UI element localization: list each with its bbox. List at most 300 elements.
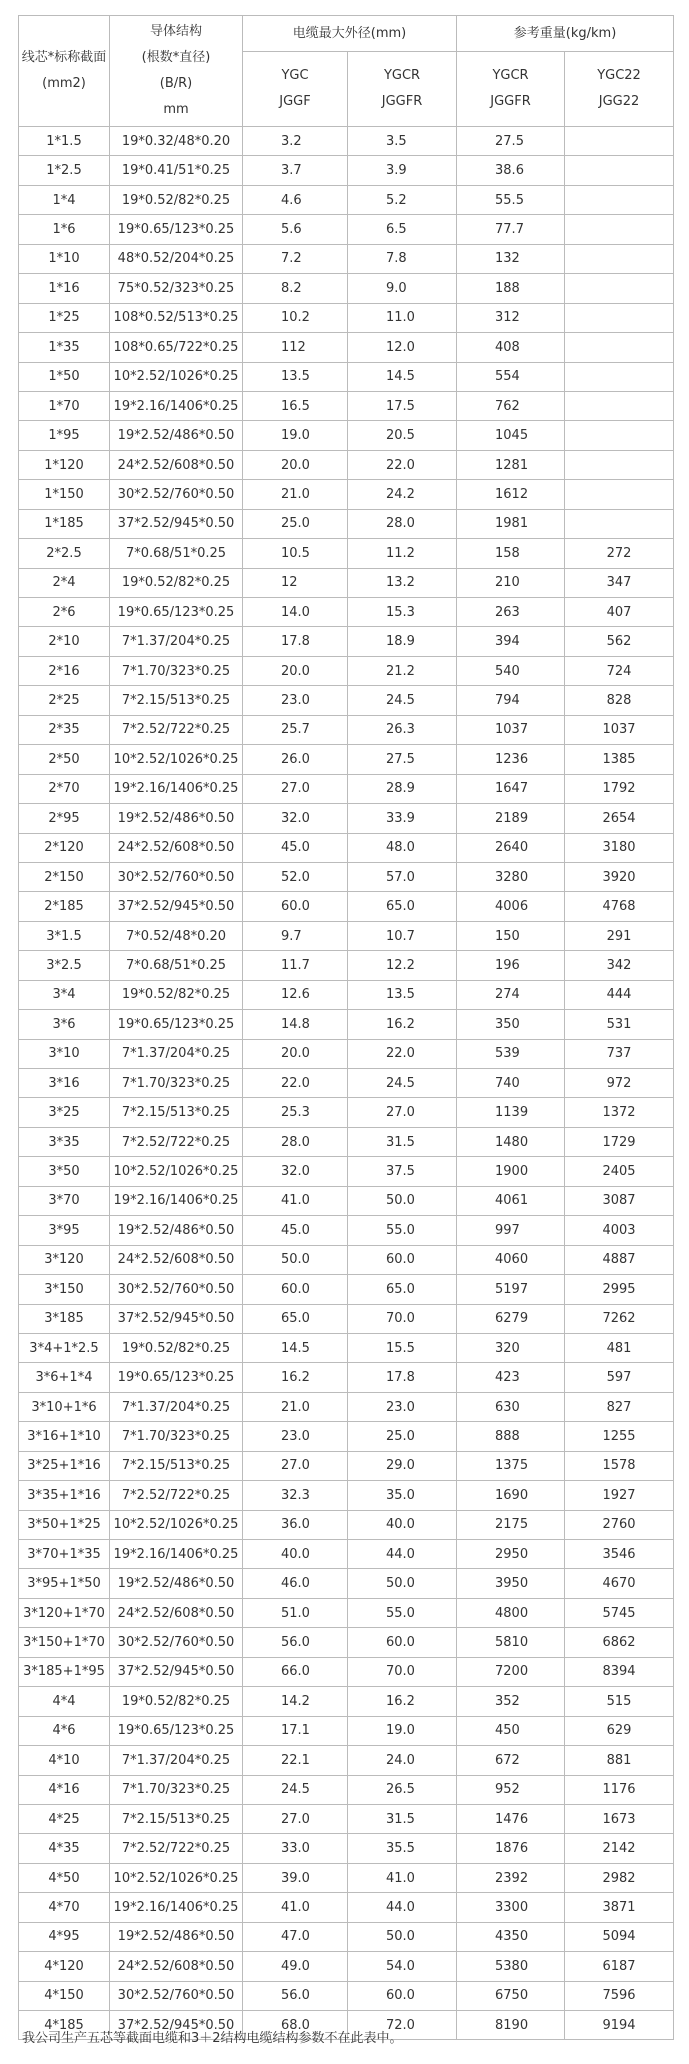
cell-structure: 30*2.52/760*0.50: [110, 1275, 243, 1304]
cell-diameter-ygc: 27.0: [243, 774, 348, 803]
cell-structure: 24*2.52/608*0.50: [110, 450, 243, 479]
cell-diameter-ygc: 56.0: [243, 1628, 348, 1657]
cell-spec: 2*4: [19, 568, 110, 597]
cell-diameter-ygcr: 24.0: [348, 1746, 457, 1775]
cell-weight-ygc22: [565, 185, 674, 214]
cell-spec: 4*25: [19, 1804, 110, 1833]
cell-structure: 24*2.52/608*0.50: [110, 1245, 243, 1274]
cell-structure: 7*2.52/722*0.25: [110, 1481, 243, 1510]
cell-diameter-ygcr: 10.7: [348, 921, 457, 950]
cell-diameter-ygc: 45.0: [243, 1216, 348, 1245]
cell-weight-ygc22: 7262: [565, 1304, 674, 1333]
table-row: [19, 1481, 674, 1510]
cell-weight-ygcr: 1480: [457, 1127, 565, 1156]
cell-structure: 37*2.52/945*0.50: [110, 2011, 243, 2040]
cell-weight-ygcr: 2175: [457, 1510, 565, 1539]
table-row: [19, 627, 674, 656]
cell-structure: 7*1.70/323*0.25: [110, 1069, 243, 1098]
cell-spec: 1*150: [19, 480, 110, 509]
table-row: [19, 715, 674, 744]
cell-diameter-ygc: 39.0: [243, 1863, 348, 1892]
cell-weight-ygc22: 347: [565, 568, 674, 597]
cell-diameter-ygc: 16.2: [243, 1363, 348, 1392]
cell-weight-ygcr: 350: [457, 1010, 565, 1039]
cell-diameter-ygcr: 44.0: [348, 1893, 457, 1922]
cell-weight-ygc22: 562: [565, 627, 674, 656]
table-row: [19, 539, 674, 568]
cell-structure: 7*2.52/722*0.25: [110, 1834, 243, 1863]
cell-diameter-ygc: 23.0: [243, 1422, 348, 1451]
cell-structure: 7*2.15/513*0.25: [110, 686, 243, 715]
cell-diameter-ygcr: 11.0: [348, 303, 457, 332]
cell-spec: 4*70: [19, 1893, 110, 1922]
cell-weight-ygc22: 407: [565, 598, 674, 627]
table-row: [19, 1687, 674, 1716]
cell-diameter-ygcr: 28.9: [348, 774, 457, 803]
cell-diameter-ygcr: 35.5: [348, 1834, 457, 1863]
cell-structure: 19*0.52/82*0.25: [110, 1687, 243, 1716]
cell-weight-ygc22: 4768: [565, 892, 674, 921]
table-row: [19, 656, 674, 685]
cell-diameter-ygcr: 9.0: [348, 274, 457, 303]
cell-diameter-ygcr: 12.2: [348, 951, 457, 980]
cell-weight-ygc22: 1729: [565, 1127, 674, 1156]
cell-diameter-ygc: 10.5: [243, 539, 348, 568]
table-row: [19, 951, 674, 980]
cell-diameter-ygcr: 26.3: [348, 715, 457, 744]
cell-spec: 2*25: [19, 686, 110, 715]
cell-weight-ygc22: 515: [565, 1687, 674, 1716]
cell-weight-ygc22: 8394: [565, 1657, 674, 1686]
cell-diameter-ygcr: 41.0: [348, 1863, 457, 1892]
cell-diameter-ygc: 23.0: [243, 686, 348, 715]
cell-weight-ygcr: 1281: [457, 450, 565, 479]
cell-diameter-ygcr: 44.0: [348, 1540, 457, 1569]
table-row: [19, 1540, 674, 1569]
cell-spec: 4*120: [19, 1952, 110, 1981]
table-row: [19, 833, 674, 862]
cell-weight-ygcr: 77.7: [457, 215, 565, 244]
cell-weight-ygc22: [565, 333, 674, 362]
cell-weight-ygc22: [565, 391, 674, 420]
cell-diameter-ygc: 52.0: [243, 862, 348, 891]
cell-diameter-ygcr: 48.0: [348, 833, 457, 862]
cell-spec: 3*185: [19, 1304, 110, 1333]
cell-weight-ygcr: 952: [457, 1775, 565, 1804]
cell-weight-ygcr: 1690: [457, 1481, 565, 1510]
header-structure: [110, 16, 243, 127]
cell-diameter-ygc: 25.0: [243, 509, 348, 538]
cell-diameter-ygc: 25.7: [243, 715, 348, 744]
cell-structure: 10*2.52/1026*0.25: [110, 362, 243, 391]
cell-diameter-ygc: 12.6: [243, 980, 348, 1009]
cell-spec: 3*2.5: [19, 951, 110, 980]
cell-structure: 7*0.52/48*0.20: [110, 921, 243, 950]
cell-diameter-ygcr: 55.0: [348, 1598, 457, 1627]
table-row: [19, 362, 674, 391]
cell-diameter-ygcr: 22.0: [348, 450, 457, 479]
table-row: [19, 804, 674, 833]
table-row: [19, 1804, 674, 1833]
cell-spec: 3*70: [19, 1186, 110, 1215]
cell-weight-ygc22: 2995: [565, 1275, 674, 1304]
cell-spec: 2*120: [19, 833, 110, 862]
cell-diameter-ygc: 7.2: [243, 244, 348, 273]
cell-structure: 7*1.37/204*0.25: [110, 1039, 243, 1068]
cell-weight-ygc22: [565, 156, 674, 185]
cell-weight-ygcr: 997: [457, 1216, 565, 1245]
cell-spec: 4*10: [19, 1746, 110, 1775]
header-weight-group: 参考重量(kg/km): [457, 16, 674, 52]
cell-diameter-ygc: 32.0: [243, 1157, 348, 1186]
table-row: [19, 1893, 674, 1922]
cell-structure: 19*0.65/123*0.25: [110, 1363, 243, 1392]
cell-diameter-ygcr: 33.9: [348, 804, 457, 833]
cell-weight-ygcr: 1647: [457, 774, 565, 803]
cell-weight-ygcr: 450: [457, 1716, 565, 1745]
header-diameter-group: 电缆最大外径(mm): [243, 16, 457, 52]
cell-spec: 3*25: [19, 1098, 110, 1127]
cell-diameter-ygcr: 16.2: [348, 1687, 457, 1716]
cell-weight-ygc22: 1578: [565, 1451, 674, 1480]
cell-diameter-ygcr: 29.0: [348, 1451, 457, 1480]
cell-weight-ygc22: 1176: [565, 1775, 674, 1804]
cell-diameter-ygc: 8.2: [243, 274, 348, 303]
cell-diameter-ygcr: 31.5: [348, 1804, 457, 1833]
cell-structure: 30*2.52/760*0.50: [110, 1628, 243, 1657]
cell-weight-ygc22: 444: [565, 980, 674, 1009]
cell-diameter-ygcr: 3.5: [348, 127, 457, 156]
cell-weight-ygcr: 3280: [457, 862, 565, 891]
cell-weight-ygcr: 158: [457, 539, 565, 568]
cell-diameter-ygc: 14.2: [243, 1687, 348, 1716]
cell-spec: 1*120: [19, 450, 110, 479]
cell-weight-ygcr: 672: [457, 1746, 565, 1775]
header-spec-line: 线芯*标称截面: [21, 50, 107, 65]
cell-weight-ygc22: 6187: [565, 1952, 674, 1981]
table-row: [19, 1863, 674, 1892]
cell-weight-ygc22: 2982: [565, 1863, 674, 1892]
cell-spec: 3*6: [19, 1010, 110, 1039]
cell-weight-ygc22: [565, 274, 674, 303]
cell-diameter-ygcr: 7.8: [348, 244, 457, 273]
table-row: [19, 1628, 674, 1657]
cell-spec: 3*120+1*70: [19, 1598, 110, 1627]
cell-weight-ygcr: 2640: [457, 833, 565, 862]
table-row: [19, 1157, 674, 1186]
table-row: [19, 1069, 674, 1098]
cell-spec: 3*25+1*16: [19, 1451, 110, 1480]
cell-weight-ygc22: [565, 480, 674, 509]
cell-diameter-ygc: 25.3: [243, 1098, 348, 1127]
cell-weight-ygcr: 539: [457, 1039, 565, 1068]
table-row: [19, 1775, 674, 1804]
table-header: [19, 16, 674, 127]
cell-spec: 3*150: [19, 1275, 110, 1304]
cell-diameter-ygcr: 57.0: [348, 862, 457, 891]
cell-weight-ygcr: 27.5: [457, 127, 565, 156]
cell-structure: 108*0.65/722*0.25: [110, 333, 243, 362]
cell-weight-ygcr: 1037: [457, 715, 565, 744]
cell-weight-ygcr: 188: [457, 274, 565, 303]
cell-weight-ygcr: 1900: [457, 1157, 565, 1186]
cell-structure: 30*2.52/760*0.50: [110, 480, 243, 509]
cell-spec: 1*6: [19, 215, 110, 244]
table-row: [19, 1657, 674, 1686]
header-sub-line: JGG22: [598, 94, 640, 109]
cell-spec: 3*95: [19, 1216, 110, 1245]
cell-weight-ygc22: 9194: [565, 2011, 674, 2040]
cell-diameter-ygc: 20.0: [243, 450, 348, 479]
cell-diameter-ygcr: 65.0: [348, 892, 457, 921]
header-sub-line: YGC: [281, 68, 309, 83]
cell-spec: 1*70: [19, 391, 110, 420]
cell-weight-ygcr: 8190: [457, 2011, 565, 2040]
cell-weight-ygcr: 1045: [457, 421, 565, 450]
cell-weight-ygcr: 5197: [457, 1275, 565, 1304]
cell-structure: 19*2.52/486*0.50: [110, 1922, 243, 1951]
cell-diameter-ygc: 65.0: [243, 1304, 348, 1333]
cell-spec: 2*70: [19, 774, 110, 803]
table-row: [19, 215, 674, 244]
cell-diameter-ygcr: 13.2: [348, 568, 457, 597]
cell-spec: 4*35: [19, 1834, 110, 1863]
cell-diameter-ygc: 22.0: [243, 1069, 348, 1098]
cell-diameter-ygc: 22.1: [243, 1746, 348, 1775]
cell-diameter-ygc: 66.0: [243, 1657, 348, 1686]
cell-spec: 3*185+1*95: [19, 1657, 110, 1686]
cell-diameter-ygcr: 31.5: [348, 1127, 457, 1156]
cell-structure: 7*1.70/323*0.25: [110, 1775, 243, 1804]
cell-diameter-ygc: 68.0: [243, 2011, 348, 2040]
cell-structure: 108*0.52/513*0.25: [110, 303, 243, 332]
cell-weight-ygcr: 312: [457, 303, 565, 332]
cell-diameter-ygc: 46.0: [243, 1569, 348, 1598]
table-row: [19, 1304, 674, 1333]
table-row: [19, 921, 674, 950]
header-sub-line: JGGF: [279, 94, 311, 109]
cell-diameter-ygc: 21.0: [243, 480, 348, 509]
cell-weight-ygcr: 394: [457, 627, 565, 656]
cable-spec-table: [18, 15, 674, 2040]
table-row: [19, 1363, 674, 1392]
cell-spec: 4*185: [19, 2011, 110, 2040]
cell-spec: 1*25: [19, 303, 110, 332]
cell-diameter-ygc: 41.0: [243, 1186, 348, 1215]
cell-diameter-ygc: 45.0: [243, 833, 348, 862]
table-row: [19, 127, 674, 156]
cell-structure: 19*2.16/1406*0.25: [110, 1540, 243, 1569]
cell-diameter-ygc: 26.0: [243, 745, 348, 774]
cell-weight-ygc22: 3180: [565, 833, 674, 862]
cell-spec: 1*4: [19, 185, 110, 214]
cell-weight-ygc22: [565, 127, 674, 156]
cell-spec: 3*35+1*16: [19, 1481, 110, 1510]
cell-diameter-ygcr: 19.0: [348, 1716, 457, 1745]
table-row: [19, 1422, 674, 1451]
table-row: [19, 1598, 674, 1627]
cell-weight-ygc22: 724: [565, 656, 674, 685]
cell-structure: 10*2.52/1026*0.25: [110, 1157, 243, 1186]
table-row: [19, 1216, 674, 1245]
cell-structure: 19*0.65/123*0.25: [110, 215, 243, 244]
cell-diameter-ygcr: 24.5: [348, 686, 457, 715]
cell-diameter-ygcr: 60.0: [348, 1981, 457, 2010]
cell-diameter-ygcr: 17.8: [348, 1363, 457, 1392]
cell-weight-ygcr: 740: [457, 1069, 565, 1098]
cell-weight-ygcr: 196: [457, 951, 565, 980]
cell-weight-ygcr: 1375: [457, 1451, 565, 1480]
cell-weight-ygcr: 1139: [457, 1098, 565, 1127]
cell-diameter-ygc: 32.3: [243, 1481, 348, 1510]
cell-diameter-ygcr: 50.0: [348, 1569, 457, 1598]
cell-diameter-ygc: 56.0: [243, 1981, 348, 2010]
cell-spec: 3*16: [19, 1069, 110, 1098]
cell-structure: 7*1.37/204*0.25: [110, 1746, 243, 1775]
cell-diameter-ygcr: 15.3: [348, 598, 457, 627]
cell-diameter-ygcr: 27.5: [348, 745, 457, 774]
cell-spec: 4*6: [19, 1716, 110, 1745]
cell-structure: 19*2.16/1406*0.25: [110, 1186, 243, 1215]
table-row: [19, 1186, 674, 1215]
cell-structure: 7*2.15/513*0.25: [110, 1098, 243, 1127]
cell-weight-ygcr: 1876: [457, 1834, 565, 1863]
table-row: [19, 303, 674, 332]
cell-spec: 2*150: [19, 862, 110, 891]
table-row: [19, 862, 674, 891]
cell-weight-ygc22: 291: [565, 921, 674, 950]
cell-weight-ygc22: [565, 303, 674, 332]
cell-structure: 19*2.16/1406*0.25: [110, 774, 243, 803]
table-row: [19, 1333, 674, 1362]
cell-diameter-ygc: 24.5: [243, 1775, 348, 1804]
cell-weight-ygcr: 352: [457, 1687, 565, 1716]
cell-diameter-ygc: 13.5: [243, 362, 348, 391]
cell-weight-ygc22: 272: [565, 539, 674, 568]
cell-structure: 19*2.52/486*0.50: [110, 1569, 243, 1598]
cell-diameter-ygc: 4.6: [243, 185, 348, 214]
cell-weight-ygc22: [565, 421, 674, 450]
cell-spec: 3*150+1*70: [19, 1628, 110, 1657]
cell-weight-ygc22: 1255: [565, 1422, 674, 1451]
header-structure-line: 导体结构: [149, 24, 202, 39]
cell-weight-ygcr: 2392: [457, 1863, 565, 1892]
cell-spec: 3*70+1*35: [19, 1540, 110, 1569]
cell-weight-ygc22: 737: [565, 1039, 674, 1068]
cell-weight-ygcr: 4060: [457, 1245, 565, 1274]
cell-structure: 48*0.52/204*0.25: [110, 244, 243, 273]
cell-weight-ygcr: 762: [457, 391, 565, 420]
cell-structure: 10*2.52/1026*0.25: [110, 1863, 243, 1892]
cell-diameter-ygc: 28.0: [243, 1127, 348, 1156]
cell-weight-ygcr: 1981: [457, 509, 565, 538]
table-row: [19, 1275, 674, 1304]
cell-diameter-ygcr: 60.0: [348, 1245, 457, 1274]
header-structure-line: (根数*直径): [141, 50, 211, 65]
cell-weight-ygc22: 597: [565, 1363, 674, 1392]
table-row: [19, 1392, 674, 1421]
cell-diameter-ygc: 36.0: [243, 1510, 348, 1539]
header-sub-line: YGCR: [383, 68, 421, 83]
header-sub-weight-ygcr: [457, 52, 565, 127]
cell-weight-ygc22: [565, 509, 674, 538]
cell-weight-ygcr: 263: [457, 598, 565, 627]
cell-diameter-ygc: 5.6: [243, 215, 348, 244]
header-spec: [19, 16, 110, 127]
cell-diameter-ygcr: 28.0: [348, 509, 457, 538]
cell-structure: 24*2.52/608*0.50: [110, 833, 243, 862]
cell-weight-ygc22: [565, 362, 674, 391]
cell-diameter-ygc: 50.0: [243, 1245, 348, 1274]
cell-weight-ygc22: 828: [565, 686, 674, 715]
cell-diameter-ygc: 17.8: [243, 627, 348, 656]
cell-weight-ygcr: 7200: [457, 1657, 565, 1686]
cell-structure: 7*1.70/323*0.25: [110, 1422, 243, 1451]
cell-spec: 3*6+1*4: [19, 1363, 110, 1392]
table-row: [19, 598, 674, 627]
cell-diameter-ygc: 47.0: [243, 1922, 348, 1951]
cell-weight-ygc22: 342: [565, 951, 674, 980]
table-row: [19, 1952, 674, 1981]
cell-diameter-ygc: 16.5: [243, 391, 348, 420]
table-row: [19, 1245, 674, 1274]
cell-diameter-ygc: 40.0: [243, 1540, 348, 1569]
cell-structure: 19*2.16/1406*0.25: [110, 391, 243, 420]
cell-weight-ygc22: 5094: [565, 1922, 674, 1951]
cell-weight-ygcr: 888: [457, 1422, 565, 1451]
cell-weight-ygcr: 554: [457, 362, 565, 391]
cell-diameter-ygcr: 5.2: [348, 185, 457, 214]
cell-diameter-ygcr: 26.5: [348, 1775, 457, 1804]
cell-diameter-ygc: 11.7: [243, 951, 348, 980]
cell-diameter-ygcr: 24.5: [348, 1069, 457, 1098]
cell-weight-ygc22: 1792: [565, 774, 674, 803]
cell-weight-ygcr: 6750: [457, 1981, 565, 2010]
cell-diameter-ygcr: 35.0: [348, 1481, 457, 1510]
cell-structure: 19*0.65/123*0.25: [110, 1716, 243, 1745]
cell-diameter-ygc: 21.0: [243, 1392, 348, 1421]
header-sub-line: YGCR: [492, 68, 529, 83]
cell-weight-ygc22: 1673: [565, 1804, 674, 1833]
table-row: [19, 1569, 674, 1598]
cell-diameter-ygc: 49.0: [243, 1952, 348, 1981]
cell-diameter-ygcr: 70.0: [348, 1304, 457, 1333]
cell-weight-ygcr: 274: [457, 980, 565, 1009]
cell-diameter-ygc: 60.0: [243, 1275, 348, 1304]
cell-diameter-ygc: 10.2: [243, 303, 348, 332]
cell-structure: 19*2.52/486*0.50: [110, 804, 243, 833]
cell-diameter-ygc: 17.1: [243, 1716, 348, 1745]
cell-structure: 7*2.52/722*0.25: [110, 715, 243, 744]
cell-diameter-ygc: 20.0: [243, 656, 348, 685]
cell-structure: 24*2.52/608*0.50: [110, 1952, 243, 1981]
cell-weight-ygcr: 55.5: [457, 185, 565, 214]
cell-diameter-ygc: 3.2: [243, 127, 348, 156]
cell-spec: 1*50: [19, 362, 110, 391]
cell-diameter-ygc: 27.0: [243, 1804, 348, 1833]
cell-structure: 30*2.52/760*0.50: [110, 1981, 243, 2010]
cell-diameter-ygc: 60.0: [243, 892, 348, 921]
cell-structure: 7*2.15/513*0.25: [110, 1804, 243, 1833]
cell-spec: 3*1.5: [19, 921, 110, 950]
cell-structure: 19*2.52/486*0.50: [110, 1216, 243, 1245]
cell-weight-ygcr: 2950: [457, 1540, 565, 1569]
cell-spec: 3*35: [19, 1127, 110, 1156]
table-row: [19, 892, 674, 921]
header-sub-weight-ygc22: [565, 52, 674, 127]
cell-diameter-ygcr: 12.0: [348, 333, 457, 362]
cell-weight-ygcr: 4006: [457, 892, 565, 921]
